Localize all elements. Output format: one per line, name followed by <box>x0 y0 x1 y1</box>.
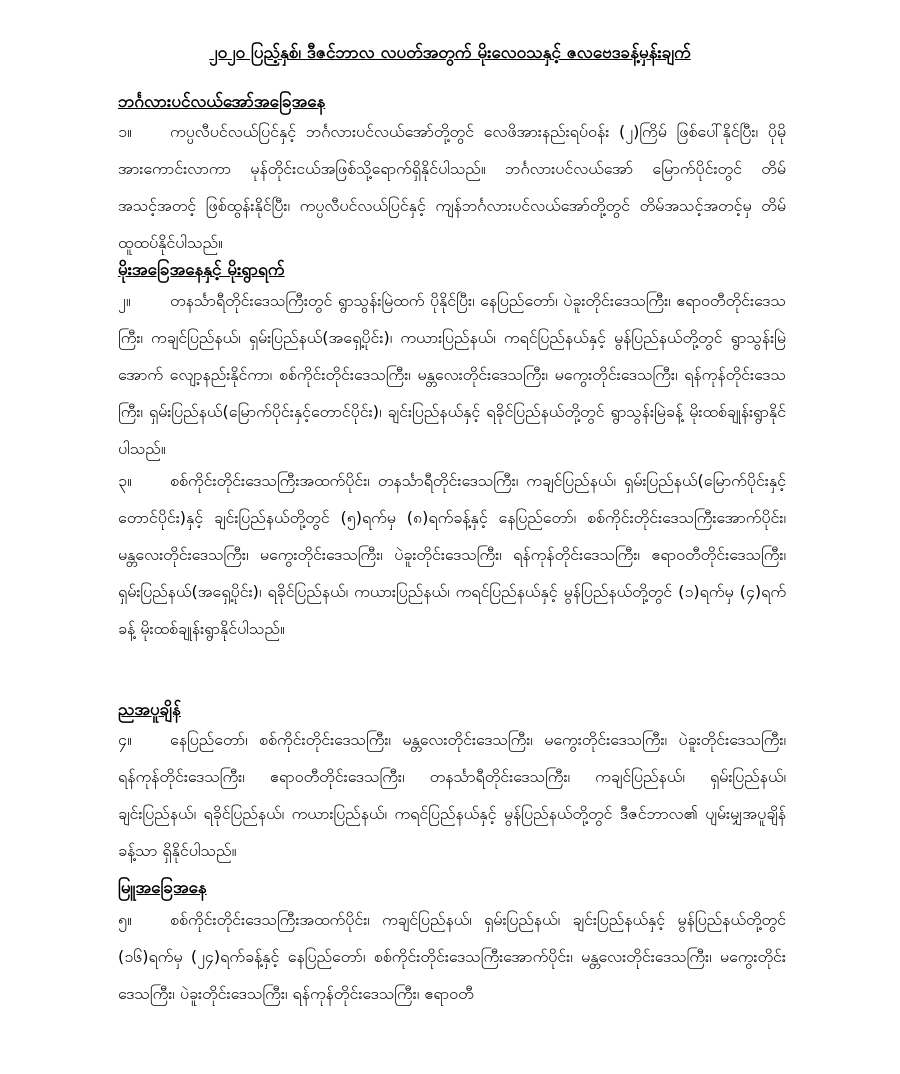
paragraph-number: ၂။ <box>118 291 131 310</box>
section-heading-fog: မြူအခြေအနေ <box>118 878 207 898</box>
paragraph-text: စစ်ကိုင်းတိုင်းဒေသကြီးအထက်ပိုင်း၊ ကချင်ပြည်နယ်၊ ရှမ်းပြည်နယ်၊ ချင်းပြည်နယ်နှင့် မွန်ပြည်နယ်တို့တွင် (၁၆)ရက်မှ (၂၄)ရက်ခန့်နှင့် နေပြည်တော်၊ စစ်ကိုင်းတိုင်းဒေသကြီးအောက်ပိုင်း၊ မန္တလေးတိုင်းဒေသကြီး၊ မကွေးတိုင်းဒေသကြီး၊ ပဲခူးတိုင်းဒေသကြီး၊ ရန်ကုန်တိုင်းဒေသကြီး၊ ဧရာဝတီ <box>118 910 786 1003</box>
paragraph-number: ၄။ <box>118 730 132 749</box>
paragraph-text: နေပြည်တော်၊ စစ်ကိုင်းတိုင်းဒေသကြီး၊ မန္တလေးတိုင်းဒေသကြီး၊ မကွေးတိုင်းဒေသကြီး၊ ပဲခူးတိုင်းဒေသကြီး၊ ရန်ကုန်တိုင်းဒေသကြီး၊ ဧရာဝတီတိုင်းဒေသကြီး၊ တနင်္သာရီတိုင်းဒေသကြီး၊ ကချင်ပြည်နယ်၊ ရှမ်းပြည်နယ်၊ ချင်းပြည်နယ်၊ ရခိုင်ပြည်နယ်၊ ကယားပြည်နယ်၊ ကရင်ပြည်နယ်နှင့် မွန်ပြည်နယ်တို့တွင် ဒီဇင်ဘာလ၏ ပျမ်းမျှအပူချိန်ခန့်သာ ရှိနိုင်ပါသည်။ <box>118 730 786 860</box>
paragraph-number: ၁။ <box>118 122 132 141</box>
paragraph-number: ၅။ <box>118 910 132 929</box>
section-heading-bay-of-bengal: ဘင်္ဂလားပင်လယ်အော်အခြေအနေ <box>118 92 326 112</box>
document-title: ၂၀၂၀ ပြည့်နှစ်၊ ဒီဇင်ဘာလ လပတ်အတွက် မိုးလေဝသနှင့် ဇလဗေဒခန့်မှန်းချက် <box>209 43 691 63</box>
paragraph-number: ၃။ <box>118 471 132 490</box>
paragraph-3 <box>118 462 786 647</box>
paragraph-5 <box>118 901 786 1012</box>
paragraph-text: စစ်ကိုင်းတိုင်းဒေသကြီးအထက်ပိုင်း၊ တနင်္သာရီတိုင်းဒေသကြီး၊ ကချင်ပြည်နယ်၊ ရှမ်းပြည်နယ်(မြောက်ပိုင်းနှင့်တောင်ပိုင်း)နှင့် ချင်းပြည်နယ်တို့တွင် (၅)ရက်မှ (၈)ရက်ခန့်နှင့် နေပြည်တော်၊ စစ်ကိုင်းတိုင်းဒေသကြီးအောက်ပိုင်း၊ မန္တလေးတိုင်းဒေသကြီး၊ မကွေးတိုင်းဒေသကြီး၊ ပဲခူးတိုင်းဒေသကြီး၊ ရန်ကုန်တိုင်းဒေသကြီး၊ ဧရာဝတီတိုင်းဒေသကြီး၊ ရှမ်းပြည်နယ်(အရှေ့ပိုင်း)၊ ရခိုင်ပြည်နယ်၊ ကယားပြည်နယ်၊ ကရင်ပြည်နယ်နှင့် မွန်ပြည်နယ်တို့တွင် (၁)ရက်မှ (၄)ရက်ခန့် မိုးထစ်ချုန်းရွာနိုင်ပါသည်။ <box>118 471 786 638</box>
section-heading-rainfall: မိုးအခြေအနေနှင့် မိုးရွာရက် <box>118 260 285 280</box>
paragraph-2 <box>118 282 786 467</box>
paragraph-4 <box>118 721 786 869</box>
paragraph-1 <box>118 113 786 261</box>
paragraph-text: တနင်္သာရီတိုင်းဒေသကြီးတွင် ရွာသွန်းမြဲထက် ပိုနိုင်ပြီး၊ နေပြည်တော်၊ ပဲခူးတိုင်းဒေသကြီး၊ ဧရာဝတီတိုင်းဒေသကြီး၊ ကချင်ပြည်နယ်၊ ရှမ်းပြည်နယ်(အရှေ့ပိုင်း)၊ ကယားပြည်နယ်၊ ကရင်ပြည်နယ်နှင့် မွန်ပြည်နယ်တို့တွင် ရွာသွန်းမြဲအောက် လျော့နည်းနိုင်ကာ၊ စစ်ကိုင်းတိုင်းဒေသကြီး၊ မန္တလေးတိုင်းဒေသကြီး၊ မကွေးတိုင်းဒေသကြီး၊ ရန်ကုန်တိုင်းဒေသကြီး၊ ရှမ်းပြည်နယ်(မြောက်ပိုင်းနှင့်တောင်ပိုင်း)၊ ချင်းပြည်နယ်နှင့် ရခိုင်ပြည်နယ်တို့တွင် ရွာသွန်းမြဲခန့် မိုးထစ်ချုန်းရွာနိုင်ပါသည်။ <box>118 291 786 458</box>
paragraph-text: ကပ္ပလီပင်လယ်ပြင်နှင့် ဘင်္ဂလားပင်လယ်အော်တို့တွင် လေဖိအားနည်းရပ်ဝန်း (၂)ကြိမ် ဖြစ်ပေါ်နိုင်ပြီး၊ ပိုမိုအားကောင်းလာကာ မုန်တိုင်းငယ်အဖြစ်သို့ရောက်ရှိနိုင်ပါသည်။ ဘင်္ဂလားပင်လယ်အော် မြောက်ပိုင်းတွင် တိမ်အသင့်အတင့် ဖြစ်ထွန်းနိုင်ပြီး၊ ကပ္ပလီပင်လယ်ပြင်နှင့် ကျန်ဘင်္ဂလားပင်လယ်အော်တို့တွင် တိမ်အသင့်အတင့်မှ တိမ်ထူထပ်နိုင်ပါသည်။ <box>118 122 786 252</box>
section-heading-night-temperature: ညအပူချိန် <box>118 700 181 720</box>
